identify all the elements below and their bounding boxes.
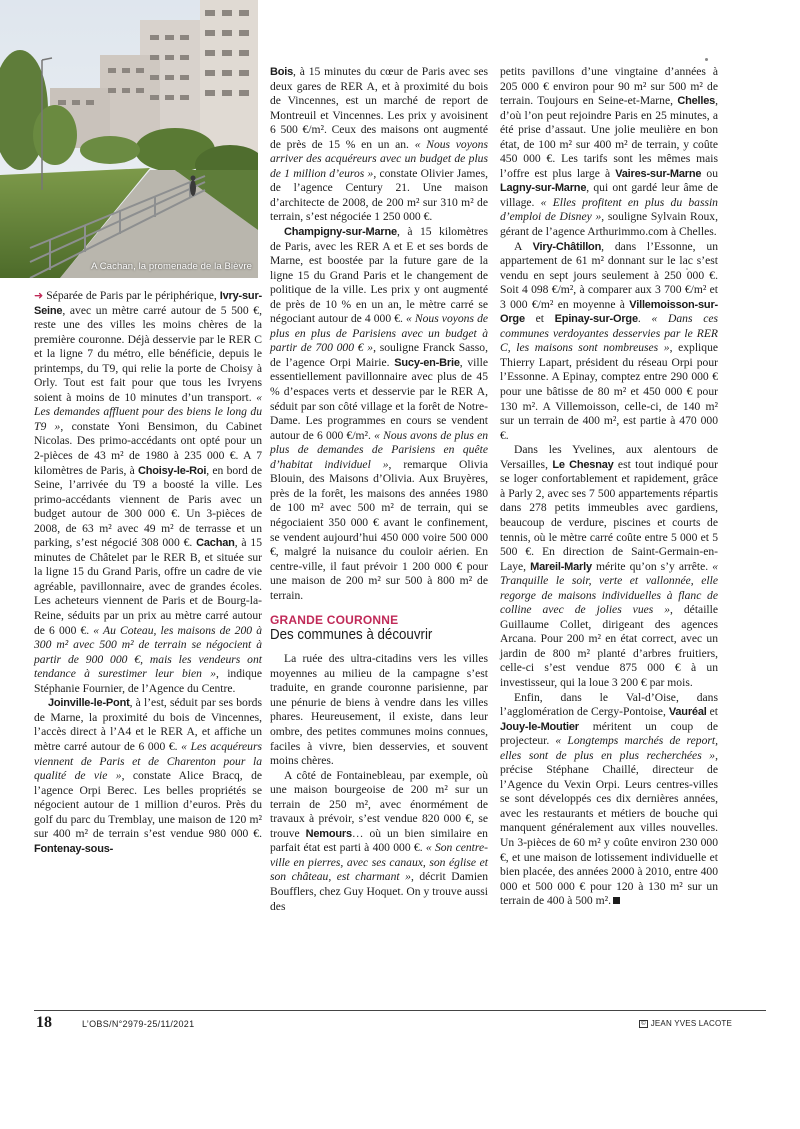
text: , constate Yoni Bensimon, du Cabinet Nicolas. Des primo-accédants ont opté pour un 2-pièces de 43 m² de 1980 à 235 000 €. A 7 kilomètres de Paris, à bbox=[34, 419, 262, 477]
text: , à 15 minutes du cœur de Paris avec ses deux gares de RER A, et à proximité du bois de Vincennes, est un marché de report de Montreuil et Vincennes. Les prix y avoisinent 6 500 €/m². Ceux des maisons ont augmenté de près de 15 % en un an. bbox=[270, 65, 488, 151]
photo-caption: A Cachan, la promenade de la Bièvre bbox=[91, 261, 252, 272]
text: et bbox=[706, 705, 718, 719]
text: petits pavillons d’une vingtaine d’années à 205 000 € environ pour 90 m² sur 500 m² de terrain. Toujours en Seine-et-Marne, bbox=[500, 65, 718, 108]
text: , explique Thierry Lapart, président du réseau Orpi pour l’Essonne. A Epinay, comptez entre 290 000 € pour une bâtisse de 80 m² et 450 000 € pour 130 m². A Villemoisson, celle-ci, de 140 m² sur un terrain de 400 m², est partie à 470 000 €. bbox=[500, 341, 719, 442]
paragraph bbox=[500, 443, 718, 690]
promenade-illustration bbox=[0, 0, 258, 278]
text: … où un bien similaire en parfait état est parti à 400 000 €. bbox=[270, 826, 488, 855]
city-name: Choisy-le-Roi bbox=[138, 464, 207, 477]
quote: « Son centre-ville en pierres, avec ses canaux, son église et son château, est charmant » bbox=[270, 841, 488, 884]
section-heading bbox=[270, 613, 488, 644]
text: Enfin, dans le Val-d’Oise, dans l’agglomération de Cergy-Pontoise, bbox=[500, 690, 718, 719]
text: , dans l’Essonne, un appartement de 61 m² donnant sur le lac s’est vendu en sept jours seulement à 250 000 €. Soit 4 098 €/m², à comparer aux 3 700 €/m² et 3 000 €/m² en moyenne à bbox=[500, 239, 718, 311]
paragraph: La ruée des ultra-citadins vers les villes moyennes au milieu de la campagne s’est traduite, en grande couronne parisienne, par une pénurie de biens à vendre dans les villes phares. Heureusement, il existe, dans leur ombre, des petites communes moins connues, faciles à vivre, bien desservies, et souvent moins chères. bbox=[270, 652, 488, 768]
text: , souligne Sylvain Roux, gérant de l’agence Arthurimmo.com à Chelles. bbox=[500, 210, 718, 239]
paragraph bbox=[34, 289, 262, 696]
text: . bbox=[637, 312, 652, 326]
arrow-icon: ➜ bbox=[34, 289, 44, 302]
paragraph bbox=[270, 65, 488, 225]
paragraph bbox=[500, 65, 718, 240]
text: , à l’est, séduit par ses bords de Marne, la proximité du bois de Vincennes, l’accès direct à l’A4 et le RER A, et affiche un mètre carré autour de 6 000 €. bbox=[34, 696, 262, 753]
paragraph bbox=[500, 691, 718, 909]
text: , indique Stéphanie Fournier, de l’Agence du Centre. bbox=[34, 667, 262, 695]
text: , décrit Damien Boufflers, chez Guy Hoquet. On y trouve aussi des bbox=[270, 870, 488, 913]
article-column-2 bbox=[270, 65, 488, 914]
section-title: Des communes à découvrir bbox=[270, 627, 433, 644]
city-name: Champigny-sur-Marne bbox=[284, 226, 397, 239]
city-name: Sucy-en-Brie bbox=[394, 356, 460, 369]
city-name: Viry-Châtillon bbox=[532, 240, 602, 253]
text: , qui ont gardé leur âme de village. bbox=[500, 181, 718, 209]
text: , constate Alice Bracq, de l’agence Orpi Berec. Les belles propriétés se négocient autour de 1 million d’euros. Près du golf du parc du Tremblay, une maison de 120 m² sur 400 m² de terrain s’est vendue 980 000 €. bbox=[34, 769, 263, 841]
city-name: Fontenay-sous- bbox=[34, 842, 114, 855]
paragraph bbox=[270, 769, 488, 914]
city-name: Nemours bbox=[305, 827, 352, 840]
section-kicker: GRANDE COURONNE bbox=[270, 613, 399, 628]
text: , à 15 minutes de Châtelet par le RER B, et située sur la ligne 15 du Grand Paris, offre un cadre de vie agréable, pavillonnaire, avec de grandes écoles. Les acheteurs viennent de Paris et de Bourg-la-Reine, séduits par un prix au mètre carré autour de 6 000 €. bbox=[34, 536, 263, 637]
text: A côté de Fontainebleau, par exemple, où une maison bourgeoise de 200 m² sur un terrain de 250 m², avec énormément de travaux à prévoir, s’est vendue 820 000 €, se trouve bbox=[270, 768, 488, 840]
city-name: Bois bbox=[270, 66, 294, 78]
city-name: Lagny-sur-Marne bbox=[500, 182, 587, 195]
text: Dans les Yvelines, aux alentours de Versailles, bbox=[500, 443, 718, 471]
text: , détaille Guillaume Collet, dirigeant des agences Arcana. Pour 200 m² en état correct, avec un jardin de 800 m² planté d’arbres fruitiers, celle-ci s’est vendue 875 000 € à un investisseur, qui la loue 3 200 € par mois. bbox=[500, 603, 719, 689]
copyright-icon: © bbox=[641, 1021, 646, 1027]
quote: « Tranquille le soir, verte et vallonnée, elle regorge de maisons individuelles à flanc de colline avec de jolies vues » bbox=[500, 559, 718, 617]
text: , à 15 kilomètres de Paris, avec les RER A et E et ses bords de Marne, est boostée par la future gare de la ligne 15 du Grand Paris et le changement de politique de la ville. Les prix y ont augmenté de près de 10 % en un an, le mètre carré se négociant autour de 4 000 €. bbox=[270, 225, 488, 326]
text: , en bord de Seine, l’arrivée du T9 a boosté la ville. Les primo-accédants viennent de Paris avec un budget autour de 300 000 €. Un 3-pièces de 2008, de 63 m² avec 49 m² de terrasse et un parking, s’est négocié 308 000 €. bbox=[34, 463, 262, 550]
print-mark bbox=[705, 58, 708, 61]
text: , ville essentiellement pavillonnaire avec plus de 45 % d’espaces verts et desservie par le RER A, séduit par son côté village et la forêt de Notre-Dame. Les programmes en cours se vendent autour de 6 000 €/m². bbox=[270, 355, 488, 442]
quote: « Nous voyons de plus en plus de Parisiens avec un budget à partir de 700 000 € » bbox=[270, 312, 489, 355]
photo-credit-name: JEAN YVES LACOTE bbox=[650, 1019, 732, 1028]
magazine-issue: L’OBS/N°2979-25/11/2021 bbox=[82, 1019, 195, 1029]
city-name: Mareil-Marly bbox=[530, 560, 592, 573]
text: , remarque Olivia Blouin, des Maisons d’Olivia. Aux Bruyères, près de la forêt, les maisons des années 1980 de 100 m² avec 500 m² de terrain, qui se négociaient 350 000 € avant le confinement, se vendent aujourd’hui 450 000 voire 500 000 €, malgré la nuisance du couloir aérien. En centre-ville, il faut prévoir 1 200 000 € pour une maison de 200 m² sur 500 à 800 m² de terrain. bbox=[270, 457, 488, 602]
quote: « Longtemps marchés de report, elles sont de plus en plus recherchées » bbox=[500, 734, 718, 762]
end-of-article-icon bbox=[613, 897, 620, 904]
city-name: Joinville-le-Pont bbox=[48, 697, 130, 710]
paragraph bbox=[34, 696, 262, 856]
page-number: 18 bbox=[36, 1014, 52, 1031]
city-name: Le Chesnay bbox=[552, 458, 614, 471]
city-name: Ivry-sur-Seine bbox=[34, 290, 262, 317]
text: , avec un mètre carré autour de 5 500 €, reste une des villes les moins chères de la première couronne. Déjà desservie par le RER C et la ligne 7 du métro, elle bénéficie, depuis le printemps, du T9, qui relie la porte de Choisy à Orly. Tout est fait pour que tous les Ivryens soient à moins de 10 minutes d’un transport. bbox=[34, 303, 262, 404]
text: est tout indiqué pour se loger confortablement et rapidement, grâce à Parly 2, avec ses 7 500 appartements répartis dans 278 petits immeubles avec gardiens, beaucoup de verdure, piscines et courts de tennis, où le mètre carré coûte entre 5 000 et 5 500 €. En direction de Saint-Germain-en-Laye, bbox=[500, 457, 718, 573]
city-name: Cachan bbox=[196, 537, 235, 550]
city-name: Vauréal bbox=[668, 706, 707, 719]
text: ou bbox=[701, 166, 718, 180]
text: , souligne Franck Sasso, de l’agence Orpi Mairie. bbox=[270, 341, 489, 369]
quote: « Elles profitent en plus du bassin d’emploi de Disney » bbox=[500, 195, 718, 224]
article-column-1 bbox=[34, 289, 262, 856]
city-name: Chelles bbox=[677, 95, 716, 108]
text: , précise Stéphane Chaillé, directeur de l’Agence du Vexin Orpi. Leurs centres-villes se sont développés ces dix dernières années, avec les restaurants et métiers de bouche qui manquent généralement aux villes nouvelles. Un 3-pièces de 60 m² y coûte environ 230 000 €, et une maison de lotissement individuelle et bien placée, des années 2000 à 2010, entre 400 000 et 500 000 € pour 120 à 130 m² sur un terrain de 400 à 500 m². bbox=[500, 748, 718, 908]
footer-rule bbox=[34, 1010, 766, 1011]
paragraph bbox=[270, 225, 488, 603]
article-column-3 bbox=[500, 65, 718, 909]
quote: « Dans ces communes verdoyantes desservies par le RER C, les maisons sont nombreuses » bbox=[500, 312, 718, 355]
quote: « Au Coteau, les maisons de 200 à 300 m² avec 500 m² de terrain se négocient à partir de 900 000 €, mais les vendeurs ont tendance à surestimer leur bien » bbox=[34, 623, 262, 681]
text: et bbox=[524, 312, 555, 326]
text: , d’où l’on peut rejoindre Paris en 25 minutes, a été prise d’assaut. Une jolie meulière en bon état, de 100 m² sur 400 m² de terrain, y coûte 450 000 €. Les tarifs sont les mêmes mais l’offre est plus large à bbox=[500, 94, 718, 180]
text: , constate Olivier James, de l’agence Century 21. Une maison d’architecte de 2008, de 200 m² sur 310 m² de terrain, s’est négociée 1 250 000 €. bbox=[270, 166, 488, 224]
text: méritent un coup de projecteur. bbox=[500, 719, 718, 748]
article-photo bbox=[0, 0, 258, 278]
text: A bbox=[514, 239, 533, 253]
text: Séparée de Paris par le périphérique, bbox=[43, 289, 220, 302]
city-name: Epinay-sur-Orge bbox=[554, 313, 638, 326]
city-name: Jouy-le-Moutier bbox=[500, 720, 579, 733]
paragraph bbox=[500, 240, 718, 444]
text: mérite qu’on s’y arrête. bbox=[591, 559, 713, 573]
city-name: Villemoisson-sur-Orge bbox=[500, 298, 718, 326]
quote: « Les acquéreurs viennent de Paris et de Charenton pour la qualité de vie » bbox=[34, 739, 262, 783]
quote: « Nous avons de plus en plus de demandes de Parisiens en quête d’habitat individuel » bbox=[270, 428, 489, 471]
quote: « Nous voyons arriver des acquéreurs avec un budget de plus de 1 million d’euros » bbox=[270, 137, 488, 180]
quote: « Les demandes affluent pour des biens le long du T9 » bbox=[34, 390, 262, 433]
photo-credit bbox=[639, 1019, 732, 1028]
city-name: Vaires-sur-Marne bbox=[615, 167, 702, 180]
